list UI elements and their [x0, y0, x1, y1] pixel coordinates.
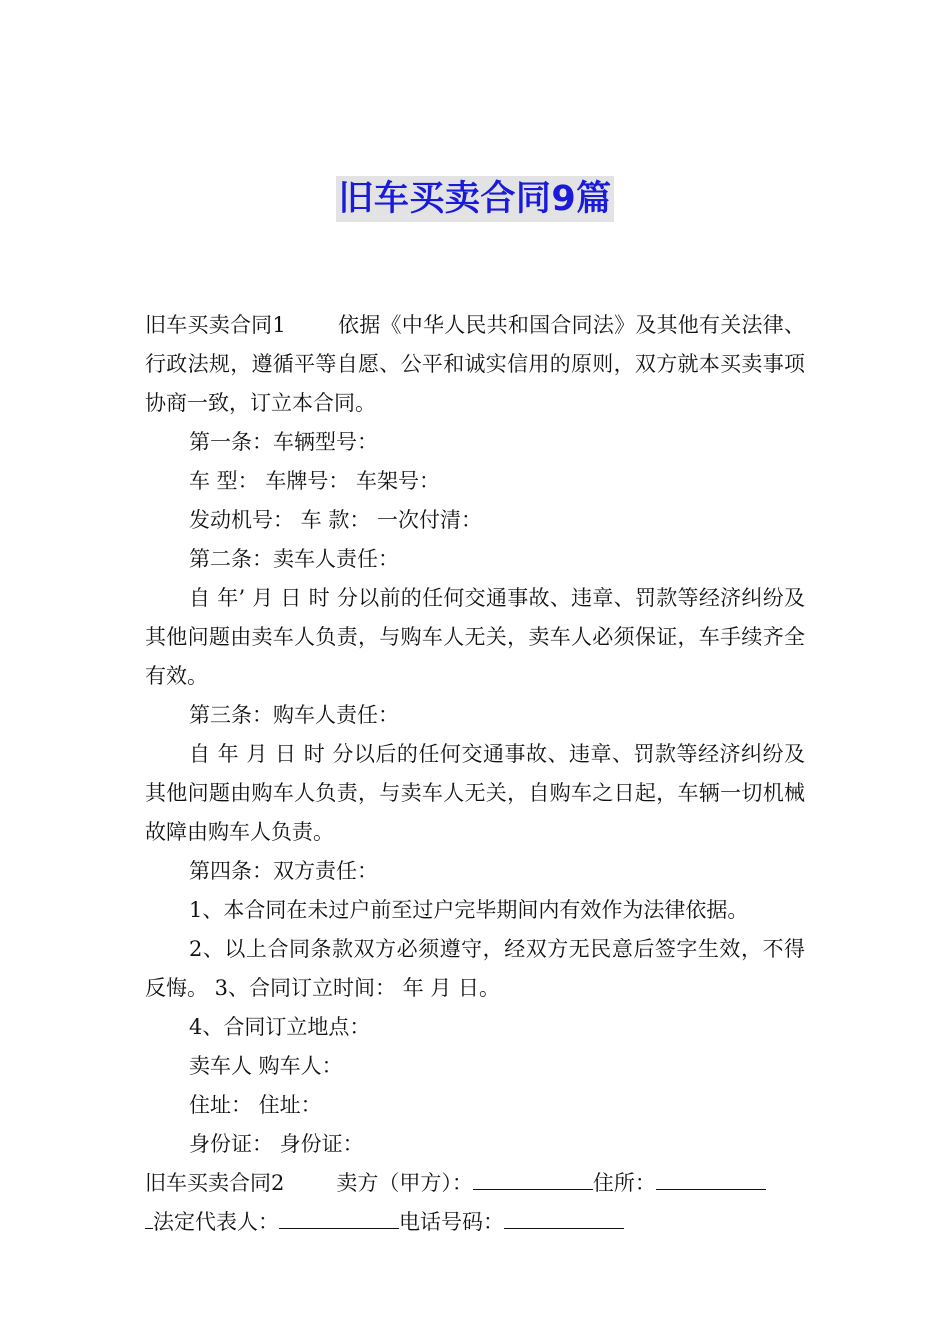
phone-label: 电话号码： — [399, 1210, 504, 1234]
seller-label: 卖方（甲方）： — [336, 1171, 473, 1195]
article4-item1: 1、本合同在未过户前至过户完毕期间内有效作为法律依据。 — [189, 898, 749, 922]
signature-id: 身份证： 身份证： — [189, 1132, 364, 1156]
legal-rep-label: 法定代表人： — [153, 1210, 279, 1234]
document-body — [145, 306, 805, 1242]
signature-parties: 卖车人 购车人： — [189, 1054, 343, 1078]
document-title: 旧车买卖合同9篇 — [336, 176, 613, 222]
article2-body: 自 年’ 月 日 时 分以前的任何交通事故、违章、罚款等经济纠纷及其他问题由卖车人负责，与购车人无关，卖车人必须保证，车手续齐全有效。 — [145, 586, 805, 688]
signature-address: 住址： 住址： — [189, 1093, 322, 1117]
article4-title: 第四条：双方责任： — [189, 859, 378, 883]
address-blank-line — [656, 1169, 766, 1190]
article1-title: 第一条：车辆型号： — [189, 430, 378, 454]
article3-body: 自 年 月 日 时 分以后的任何交通事故、违章、罚款等经济纠纷及其他问题由购车人负责，与卖车人无关，自购车之日起，车辆一切机械故障由购车人负责。 — [145, 742, 805, 844]
title-area — [0, 176, 950, 222]
article4-item4: 4、合同订立地点： — [189, 1015, 371, 1039]
article3-title: 第三条：购车人责任： — [189, 703, 399, 727]
contract1-intro-paragraph — [145, 306, 805, 423]
contract2-second-line — [145, 1203, 805, 1242]
contract2-first-line — [145, 1164, 805, 1203]
contract2-heading: 旧车买卖合同2 — [145, 1171, 285, 1195]
phone-blank-line — [504, 1208, 624, 1229]
seller-blank-line — [473, 1169, 593, 1190]
contract1-heading: 旧车买卖合同1 — [145, 313, 286, 337]
legal-rep-blank-line — [279, 1208, 399, 1229]
address-blank-continuation — [145, 1208, 153, 1229]
article1-line1: 车 型： 车牌号： 车架号： — [189, 469, 441, 493]
contract1-intro: 依据《中华人民共和国合同法》及其他有关法律、行政法规，遵循平等自愿、公平和诚实信用的原则，双方就本买卖事项协商一致，订立本合同。 — [145, 313, 805, 415]
address-label: 住所： — [592, 1171, 656, 1195]
article1-line2: 发动机号： 车 款： 一次付清： — [189, 508, 483, 532]
article4-item2: 2、以上合同条款双方必须遵守，经双方无民意后签字生效，不得反悔。 3、合同订立时间： 年 月 日。 — [145, 937, 805, 1000]
article2-title: 第二条：卖车人责任： — [189, 547, 399, 571]
